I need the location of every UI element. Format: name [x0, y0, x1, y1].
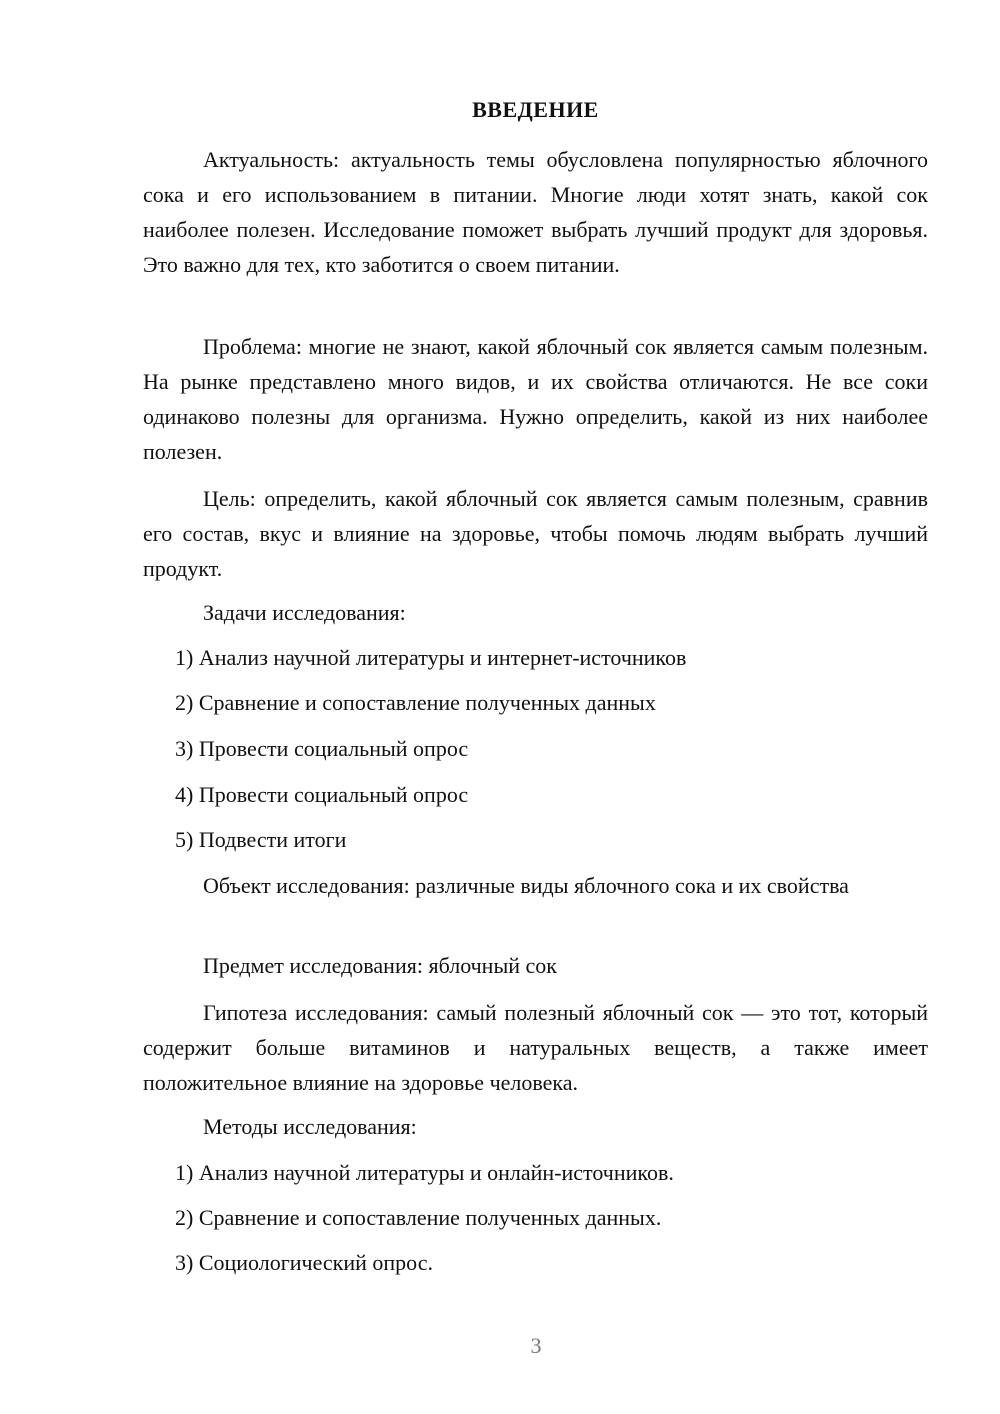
goal-text: Цель: определить, какой яблочный сок является самым полезным, сравнив его состав, вкус и влияние на здоровье, чтобы помочь людям выбрать лучший продукт.	[143, 486, 928, 581]
hypothesis-paragraph	[143, 995, 928, 1100]
task-item-5: 5) Подвести итоги	[175, 827, 347, 852]
method-item-1: 1) Анализ научной литературы и онлайн-источников.	[175, 1160, 674, 1185]
relevance-paragraph	[143, 142, 928, 282]
task-item-2: 2) Сравнение и сопоставление полученных данных	[175, 690, 656, 715]
problem-paragraph	[143, 329, 928, 469]
section-title: ВВЕДЕНИЕ	[472, 97, 599, 122]
goal-paragraph	[143, 481, 928, 586]
hypothesis-text: Гипотеза исследования: самый полезный яблочный сок — это тот, который содержит больше витаминов и натуральных веществ, а также имеет положительное влияние на здоровье человека.	[143, 1000, 928, 1095]
task-item-4: 4) Провести социальный опрос	[175, 782, 469, 807]
object-text: Объект исследования: различные виды яблочного сока и их свойства	[203, 873, 849, 898]
relevance-text: Актуальность: актуальность темы обусловлена популярностью яблочного сока и его использованием в питании. Многие люди хотят знать, какой сок наиболее полезен. Исследование поможет выбрать лучший продукт для здоровья. Это важно для тех, кто заботится о своем питании.	[143, 147, 928, 277]
page-number: 3	[530, 1333, 542, 1358]
methods-heading: Методы исследования:	[203, 1114, 417, 1139]
task-item-3: 3) Провести социальный опрос	[175, 736, 469, 761]
subject-text: Предмет исследования: яблочный сок	[203, 953, 557, 978]
tasks-heading: Задачи исследования:	[203, 600, 406, 625]
method-item-2: 2) Сравнение и сопоставление полученных данных.	[175, 1205, 662, 1230]
object-paragraph	[143, 868, 928, 903]
problem-text: Проблема: многие не знают, какой яблочный сок является самым полезным. На рынке представлено много видов, и их свойства отличаются. Не все соки одинаково полезны для организма. Нужно определить, какой из них наиболее полезен.	[143, 334, 928, 464]
method-item-3: 3) Социологический опрос.	[175, 1250, 433, 1275]
task-item-1: 1) Анализ научной литературы и интернет-источников	[175, 645, 687, 670]
